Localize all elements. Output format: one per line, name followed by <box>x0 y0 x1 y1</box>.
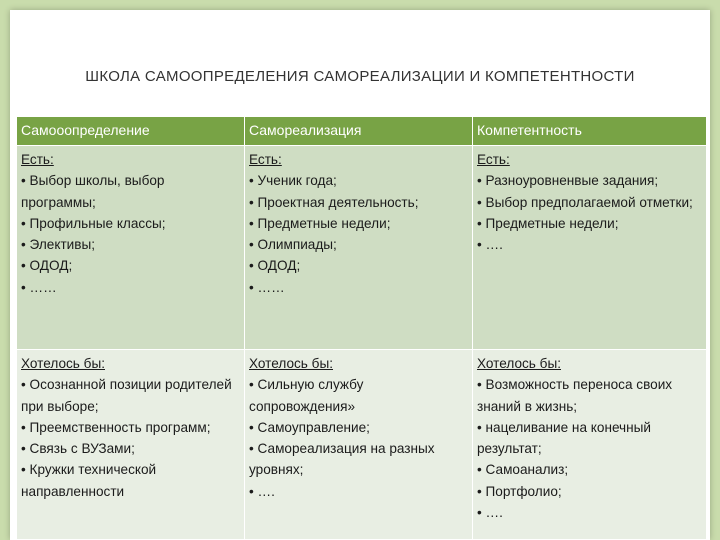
table-cell <box>473 146 707 350</box>
list-item: • …. <box>477 237 503 253</box>
list-item: • Олимпиады; <box>249 237 337 253</box>
table-cell <box>17 146 245 350</box>
cell-heading: Есть: <box>249 152 282 167</box>
list-item: • Преемственность программ; <box>21 419 211 435</box>
list-item: • Возможность переноса своих знаний в жизнь; <box>477 377 673 414</box>
table-cell <box>245 146 473 350</box>
list-item: • ОДОД; <box>249 258 301 274</box>
list-item: • Разноуровненвые задания; <box>477 173 659 189</box>
cell-heading: Хотелось бы: <box>477 356 561 371</box>
table-cell <box>17 350 245 540</box>
column-header: Самореализация <box>245 117 473 146</box>
list-item: • Связь с ВУЗами; <box>21 441 135 457</box>
list-item: • Предметные недели; <box>477 215 619 231</box>
list-item: • Профильные классы; <box>21 215 166 231</box>
list-item: • Выбор предполагаемой отметки; <box>477 194 693 210</box>
list-item: • Предметные недели; <box>249 215 391 231</box>
table-header-row <box>17 117 707 146</box>
list-item: • …. <box>249 483 275 499</box>
table-row <box>17 146 707 350</box>
cell-heading: Есть: <box>21 152 54 167</box>
cell-heading: Есть: <box>477 152 510 167</box>
competence-table <box>16 116 707 540</box>
column-header: Компетентность <box>473 117 707 146</box>
list-item: • Выбор школы, выбор программы; <box>21 173 165 210</box>
cell-heading: Хотелось бы: <box>21 356 105 371</box>
list-item: • Осознанной позиции родителей при выборе; <box>21 377 232 414</box>
list-item: • Элективы; <box>21 237 96 253</box>
list-item: • Самоуправление; <box>249 419 370 435</box>
list-item: • …. <box>477 505 503 521</box>
list-item: • …… <box>249 279 285 295</box>
page-title: ШКОЛА САМООПРЕДЕЛЕНИЯ САМОРЕАЛИЗАЦИИ И КОМПЕТЕНТНОСТИ <box>85 68 635 85</box>
list-item: • Самореализация на разных уровнях; <box>249 441 435 478</box>
table-row <box>17 350 707 540</box>
list-item: • ОДОД; <box>21 258 73 274</box>
cell-heading: Хотелось бы: <box>249 356 333 371</box>
list-item: • Проектная деятельность; <box>249 194 419 210</box>
column-header: Самооопределение <box>17 117 245 146</box>
list-item: • Ученик года; <box>249 173 337 189</box>
list-item: • нацеливание на конечный результат; <box>477 419 652 457</box>
list-item: • Кружки технической направленности <box>21 462 157 499</box>
table-cell <box>245 350 473 540</box>
list-item: • Самоанализ; <box>477 462 569 478</box>
list-item: • Портфолио; <box>477 483 562 499</box>
table-cell <box>473 350 707 540</box>
list-item: • …… <box>21 279 57 295</box>
list-item: • Сильную службу сопровождения» <box>249 377 364 414</box>
